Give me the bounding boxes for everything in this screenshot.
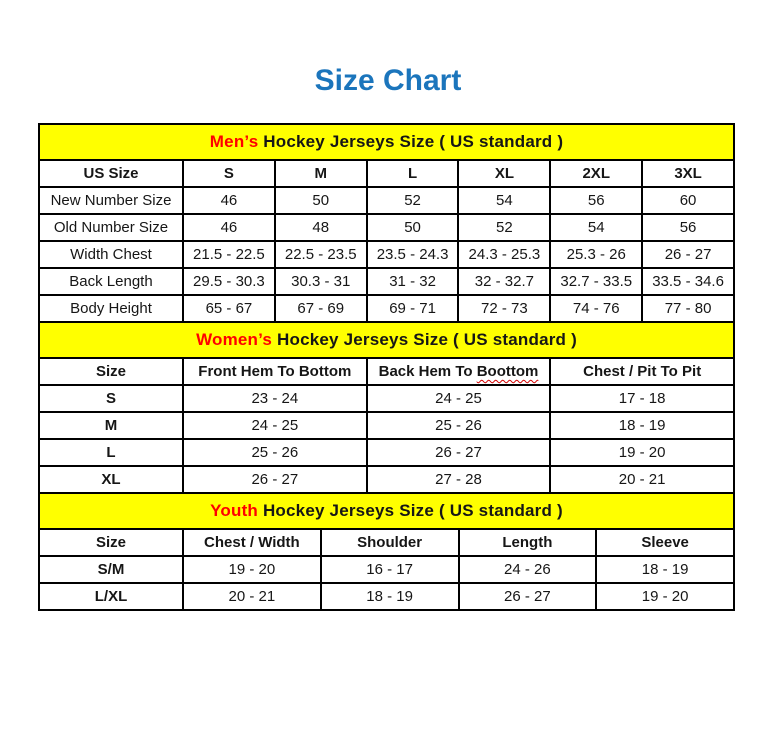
mens-column-header: S	[183, 160, 275, 187]
youth-column-header: Size	[39, 529, 183, 556]
mens-row-label: New Number Size	[39, 187, 183, 214]
youth-heading-text: Hockey Jerseys Size ( US standard )	[258, 501, 563, 520]
mens-value-cell: 69 - 71	[367, 295, 459, 322]
mens-column-header: US Size	[39, 160, 183, 187]
mens-value-cell: 24.3 - 25.3	[458, 241, 550, 268]
mens-value-cell: 25.3 - 26	[550, 241, 642, 268]
womens-column-header: Chest / Pit To Pit	[550, 358, 734, 385]
youth-column-header: Chest / Width	[183, 529, 321, 556]
mens-value-cell: 32.7 - 33.5	[550, 268, 642, 295]
page-title: Size Chart	[314, 64, 462, 97]
mens-row-label: Old Number Size	[39, 214, 183, 241]
youth-size-table	[38, 492, 735, 611]
mens-value-cell: 72 - 73	[458, 295, 550, 322]
womens-column-header	[367, 358, 551, 385]
womens-row-label: S	[39, 385, 183, 412]
womens-value-cell: 20 - 21	[550, 466, 734, 493]
mens-size-table	[38, 123, 735, 323]
womens-table-row	[39, 466, 734, 493]
mens-value-cell: 65 - 67	[183, 295, 275, 322]
mens-value-cell: 54	[550, 214, 642, 241]
womens-value-cell: 23 - 24	[183, 385, 367, 412]
mens-value-cell: 46	[183, 214, 275, 241]
mens-value-cell: 67 - 69	[275, 295, 367, 322]
youth-value-cell: 19 - 20	[596, 583, 734, 610]
mens-table-row	[39, 295, 734, 322]
youth-value-cell: 18 - 19	[321, 583, 459, 610]
womens-row-label: M	[39, 412, 183, 439]
mens-value-cell: 32 - 32.7	[458, 268, 550, 295]
mens-value-cell: 52	[458, 214, 550, 241]
womens-value-cell: 25 - 26	[367, 412, 551, 439]
youth-value-cell: 18 - 19	[596, 556, 734, 583]
mens-value-cell: 26 - 27	[642, 241, 734, 268]
womens-value-cell: 26 - 27	[367, 439, 551, 466]
mens-value-cell: 29.5 - 30.3	[183, 268, 275, 295]
womens-value-cell: 26 - 27	[183, 466, 367, 493]
womens-value-cell: 27 - 28	[367, 466, 551, 493]
womens-row-label: L	[39, 439, 183, 466]
womens-section-heading	[39, 322, 734, 358]
youth-row-label: S/M	[39, 556, 183, 583]
mens-value-cell: 30.3 - 31	[275, 268, 367, 295]
mens-row-label: Width Chest	[39, 241, 183, 268]
mens-column-header: 3XL	[642, 160, 734, 187]
mens-column-header: M	[275, 160, 367, 187]
mens-table-row	[39, 187, 734, 214]
youth-value-cell: 20 - 21	[183, 583, 321, 610]
youth-value-cell: 26 - 27	[459, 583, 597, 610]
womens-column-header: Front Hem To Bottom	[183, 358, 367, 385]
womens-value-cell: 24 - 25	[183, 412, 367, 439]
mens-value-cell: 54	[458, 187, 550, 214]
youth-section-heading	[39, 493, 734, 529]
mens-row-label: Back Length	[39, 268, 183, 295]
mens-column-header: 2XL	[550, 160, 642, 187]
mens-heading-text: Hockey Jerseys Size ( US standard )	[258, 132, 564, 151]
mens-value-cell: 60	[642, 187, 734, 214]
mens-value-cell: 52	[367, 187, 459, 214]
mens-value-cell: 74 - 76	[550, 295, 642, 322]
mens-value-cell: 56	[642, 214, 734, 241]
mens-heading-accent: Men’s	[209, 132, 259, 151]
mens-value-cell: 22.5 - 23.5	[275, 241, 367, 268]
mens-value-cell: 50	[275, 187, 367, 214]
youth-value-cell: 24 - 26	[459, 556, 597, 583]
youth-heading-accent: Youth	[210, 501, 259, 520]
mens-value-cell: 31 - 32	[367, 268, 459, 295]
mens-table-row	[39, 214, 734, 241]
womens-table-row	[39, 439, 734, 466]
womens-size-table	[38, 321, 735, 494]
womens-heading-accent: Women’s	[196, 330, 273, 349]
mens-value-cell: 33.5 - 34.6	[642, 268, 734, 295]
mens-value-cell: 77 - 80	[642, 295, 734, 322]
youth-column-header: Length	[459, 529, 597, 556]
youth-value-cell: 16 - 17	[321, 556, 459, 583]
mens-column-header: L	[367, 160, 459, 187]
youth-row-label: L/XL	[39, 583, 183, 610]
size-tables	[38, 123, 735, 611]
womens-column-header-text: Back Hem To	[378, 363, 477, 380]
mens-value-cell: 21.5 - 22.5	[183, 241, 275, 268]
womens-value-cell: 25 - 26	[183, 439, 367, 466]
youth-column-header: Shoulder	[321, 529, 459, 556]
mens-row-label: Body Height	[39, 295, 183, 322]
youth-value-cell: 19 - 20	[183, 556, 321, 583]
youth-table-row	[39, 556, 734, 583]
womens-row-label: XL	[39, 466, 183, 493]
womens-heading-text: Hockey Jerseys Size ( US standard )	[272, 330, 577, 349]
mens-value-cell: 48	[275, 214, 367, 241]
womens-table-row	[39, 385, 734, 412]
mens-table-row	[39, 268, 734, 295]
mens-table-row	[39, 241, 734, 268]
womens-value-cell: 17 - 18	[550, 385, 734, 412]
womens-value-cell: 18 - 19	[550, 412, 734, 439]
womens-value-cell: 24 - 25	[367, 385, 551, 412]
spellcheck-squiggle-word: Boottom	[476, 363, 539, 380]
mens-value-cell: 50	[367, 214, 459, 241]
mens-value-cell: 46	[183, 187, 275, 214]
womens-table-row	[39, 412, 734, 439]
mens-value-cell: 23.5 - 24.3	[367, 241, 459, 268]
mens-section-heading	[39, 124, 734, 160]
mens-column-header: XL	[458, 160, 550, 187]
womens-value-cell: 19 - 20	[550, 439, 734, 466]
youth-column-header: Sleeve	[596, 529, 734, 556]
womens-column-header: Size	[39, 358, 183, 385]
youth-table-row	[39, 583, 734, 610]
mens-value-cell: 56	[550, 187, 642, 214]
